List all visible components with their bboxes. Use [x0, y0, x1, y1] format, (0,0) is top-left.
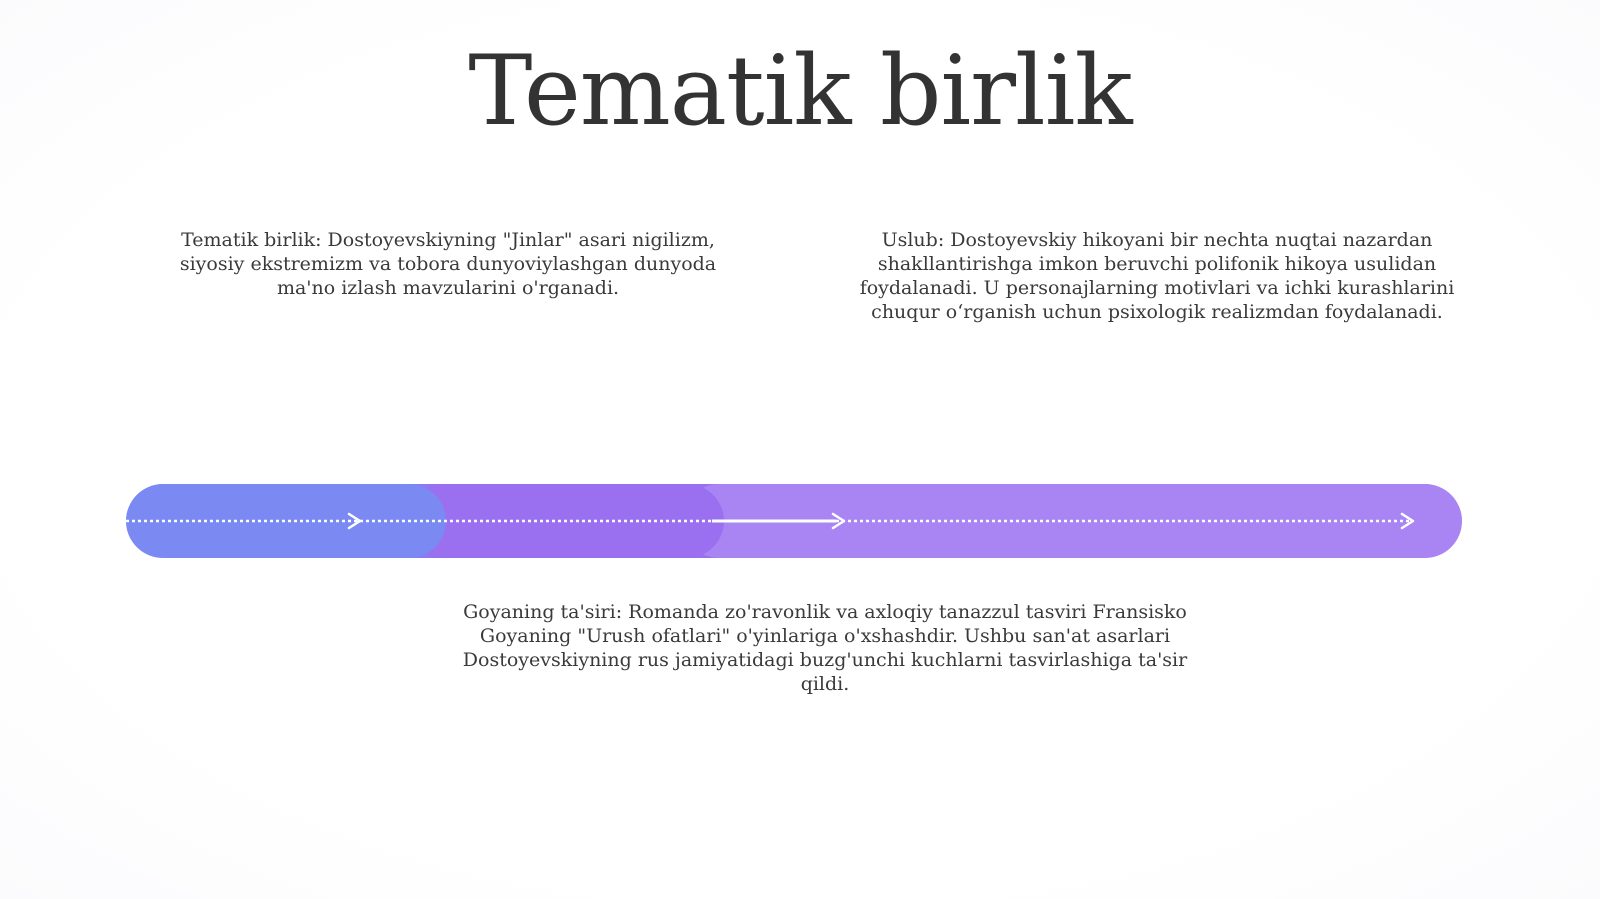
slide-title: Tematik birlik — [468, 35, 1132, 147]
text-block-goya-influence: Goyaning ta'siri: Romanda zo'ravonlik va axloqiy tanazzul tasviri Fransisko Goyaning "Urush ofatlari" o'yinlariga o'xshashdir. Ushbu san'at asarlari Dostoyevskiyning rus jamiyatidagi buzg'unchi kuchlarni tasvirlashiga ta'sir qildi. — [462, 601, 1188, 695]
timeline-bar — [126, 484, 1462, 558]
text-block-style: Uslub: Dostoyevskiy hikoyani bir nechta nuqtai nazardan shakllantirishga imkon beruvchi polifonik hikoya usulidan foydalanadi. U personajlarning motivlari va ichki kurashlarini chuqur o‘rganish uchun psixologik realizmdan foydalanadi. — [859, 229, 1455, 323]
timeline-arrows — [126, 484, 1462, 558]
text-block-thematic-unity: Tematik birlik: Dostoyevskiyning "Jinlar" asari nigilizm, siyosiy ekstremizm va tobora dunyoviylashgan dunyoda ma'no izlash mavzularini o'rganadi. — [179, 229, 717, 299]
